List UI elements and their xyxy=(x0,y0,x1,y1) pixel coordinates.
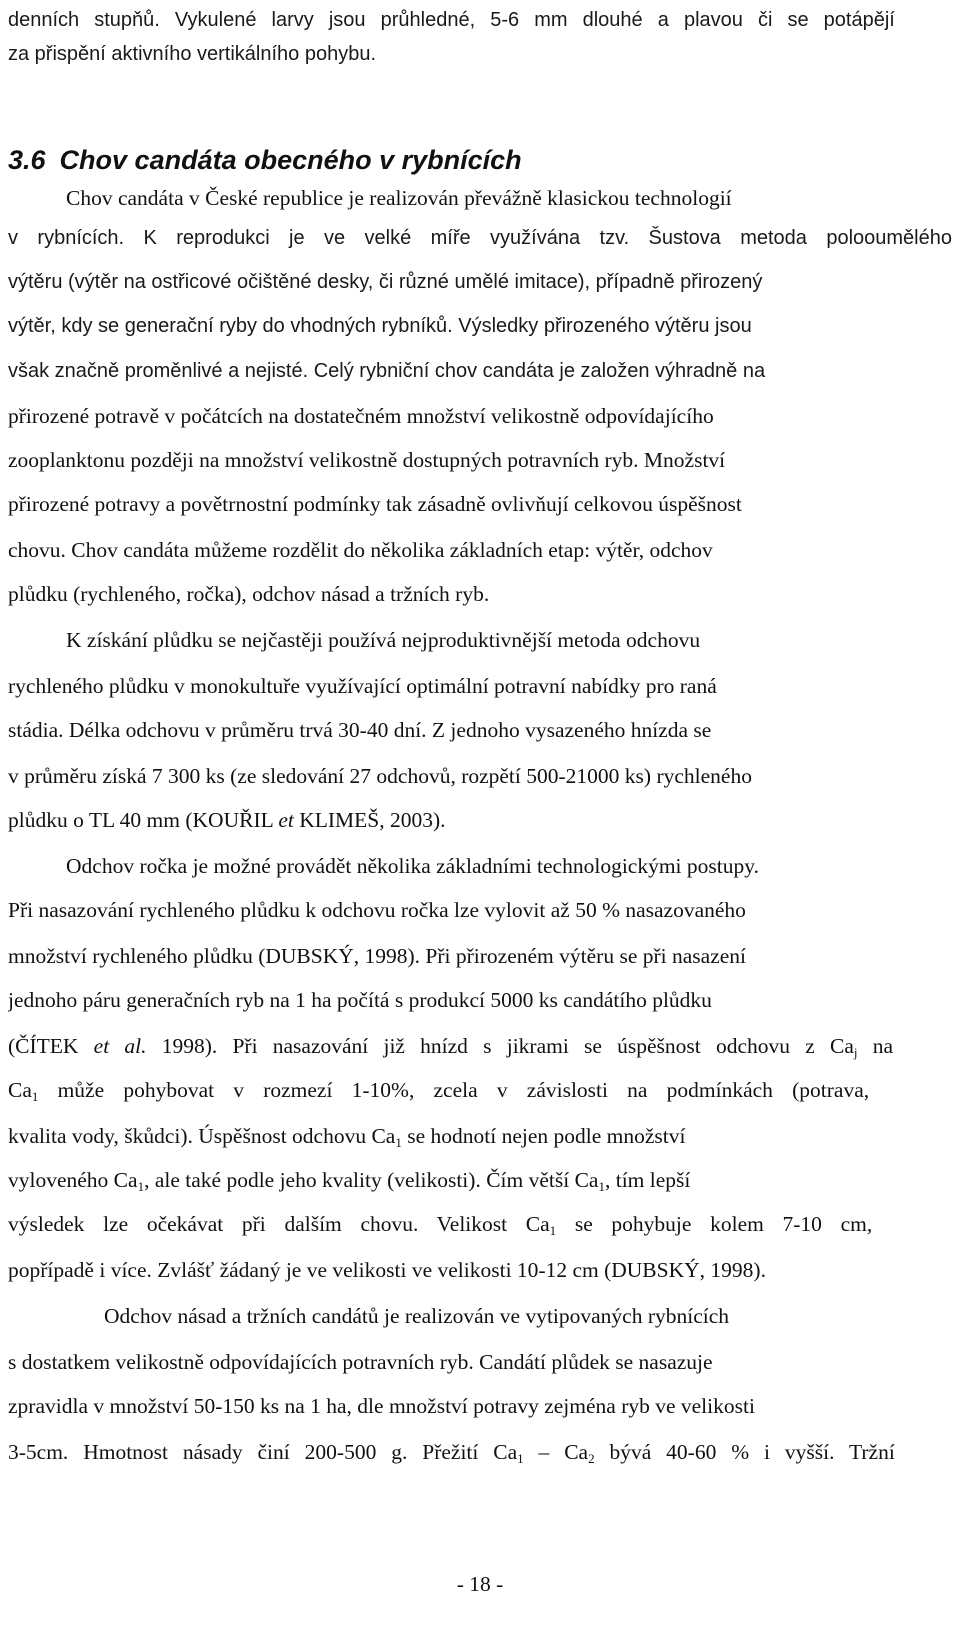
text-span: se hodnotí nejen podle množství xyxy=(401,1124,686,1148)
text-line: Odchov ročka je možné provádět několika základními technologickými postupy. xyxy=(66,854,759,878)
section-title: Chov candáta obecného v rybnících xyxy=(59,145,522,175)
text-span: , ale také podle jeho kvality (velikosti). Čím větší Ca xyxy=(144,1168,599,1192)
text-line: s dostatkem velikostně odpovídajících potravních ryb. Candátí plůdek se nasazuje xyxy=(8,1350,713,1374)
text-span: může pohybovat v rozmezí 1-10%, zcela v závislosti na podmínkách (potrava, xyxy=(38,1078,870,1102)
text-line xyxy=(8,1436,952,1468)
text-line: přirozené potravy a povětrnostní podmínky tak zásadně ovlivňují celkovou úspěšnost xyxy=(8,492,742,516)
text-line: v průměru získá 7 300 ks (ze sledování 27 odchovů, rozpětí 500-21000 ks) rychleného xyxy=(8,764,752,788)
text-line: stádia. Délka odchovu v průměru trvá 30-40 dní. Z jednoho vysazeného hnízda se xyxy=(8,718,712,742)
text-line: výtěr, kdy se generační ryby do vhodných rybníků. Výsledky přirozeného výtěru jsou xyxy=(8,315,752,337)
italic-text: et xyxy=(278,808,294,832)
text-line xyxy=(8,1164,952,1196)
text-span: 1998). Při nasazování již hnízd s jikrami se úspěšnost odchovu z Ca xyxy=(146,1034,854,1058)
text-span: denních stupňů. Vykulené larvy jsou průhledné, 5-6 mm dlouhé a plavou či se potápějí xyxy=(8,9,895,31)
text-line: K získání plůdku se nejčastěji používá nejproduktivnější metoda odchovu xyxy=(66,628,701,652)
text-span: výsledek lze očekávat při dalším chovu. Velikost Ca xyxy=(8,1212,550,1236)
text-line: plůdku (rychleného, ročka), odchov násad a tržních ryb. xyxy=(8,582,490,606)
subscript: 1 xyxy=(31,1089,39,1104)
text-line: zooplanktonu později na množství velikostně dostupných potravních ryb. Množství xyxy=(8,448,726,472)
text-line: jednoho páru generačních ryb na 1 ha počítá s produkcí 5000 ks candátího plůdku xyxy=(8,988,712,1012)
text-line: množství rychleného plůdku (DUBSKÝ, 1998). Při přirozeném výtěru se při nasazení xyxy=(8,944,747,968)
subscript: 1 xyxy=(517,1451,524,1466)
subscript: 1 xyxy=(549,1223,557,1238)
text-span: vyloveného Ca xyxy=(8,1168,138,1192)
text-span: (ČÍTEK xyxy=(8,1034,94,1058)
subscript: 2 xyxy=(588,1451,595,1466)
text-span: 3-5cm. Hmotnost násady činí 200-500 g. Přežití Ca xyxy=(8,1440,518,1464)
subscript: 1 xyxy=(137,1179,145,1194)
text-line xyxy=(8,1074,952,1106)
text-span: Ca xyxy=(8,1078,32,1102)
text-line: Odchov násad a tržních candátů je realizován ve vytipovaných rybnících xyxy=(104,1304,730,1328)
text-span: KLIMEŠ, 2003). xyxy=(293,808,446,832)
italic-text: et al. xyxy=(93,1034,147,1058)
section-heading xyxy=(8,142,522,178)
text-line: chovu. Chov candáta můžeme rozdělit do několika základních etap: výtěr, odchov xyxy=(8,538,713,562)
text-line xyxy=(8,1208,952,1240)
text-span: kvalita vody, škůdci). Úspěšnost odchovu Ca xyxy=(8,1124,396,1148)
text-line: rychleného plůdku v monokultuře využívající optimální potravní nabídky pro raná xyxy=(8,674,717,698)
text-line: však značně proměnlivé a nejisté. Celý rybniční chov candáta je založen výhradně na xyxy=(8,360,766,382)
text-span: – Ca xyxy=(523,1440,589,1464)
text-line: zpravidla v množství 50-150 ks na 1 ha, dle množství potravy zejména ryb ve velikosti xyxy=(8,1394,755,1418)
text-span: plůdku o TL 40 mm (KOUŘIL xyxy=(8,808,279,832)
text-span: bývá 40-60 % i vyšší. Tržní xyxy=(594,1440,895,1464)
subscript: j xyxy=(853,1045,858,1060)
text-span: , tím lepší xyxy=(604,1168,691,1192)
text-span: na xyxy=(857,1034,893,1058)
text-line: přirozené potravě v počátcích na dostatečném množství velikostně odpovídajícího xyxy=(8,404,714,428)
subscript: 1 xyxy=(395,1135,402,1150)
text-span: se pohybuje kolem 7-10 cm, xyxy=(556,1212,873,1236)
text-line: v rybnících. K reprodukci je ve velké míře využívána tzv. Šustova metoda polooumělého xyxy=(8,227,952,249)
text-line xyxy=(8,4,952,36)
text-line xyxy=(8,804,952,836)
subscript: 1 xyxy=(598,1179,605,1194)
page-number: - 18 - xyxy=(456,1572,504,1596)
text-line: Při nasazování rychleného plůdku k odchovu ročka lze vylovit až 50 % nasazovaného xyxy=(8,898,746,922)
text-line: za přispění aktivního vertikálního pohybu. xyxy=(8,43,376,65)
text-line: popřípadě i více. Zvlášť žádaný je ve velikosti ve velikosti 10-12 cm (DUBSKÝ, 1998). xyxy=(8,1258,766,1282)
text-line: Chov candáta v České republice je realizován převážně klasickou technologií xyxy=(66,186,732,210)
section-number: 3.6 xyxy=(8,145,46,175)
text-line: výtěru (výtěr na ostřicové očištěné desky, či různé umělé imitace), případně přirozený xyxy=(8,271,763,293)
text-line xyxy=(8,1030,952,1062)
text-line xyxy=(8,1120,952,1152)
